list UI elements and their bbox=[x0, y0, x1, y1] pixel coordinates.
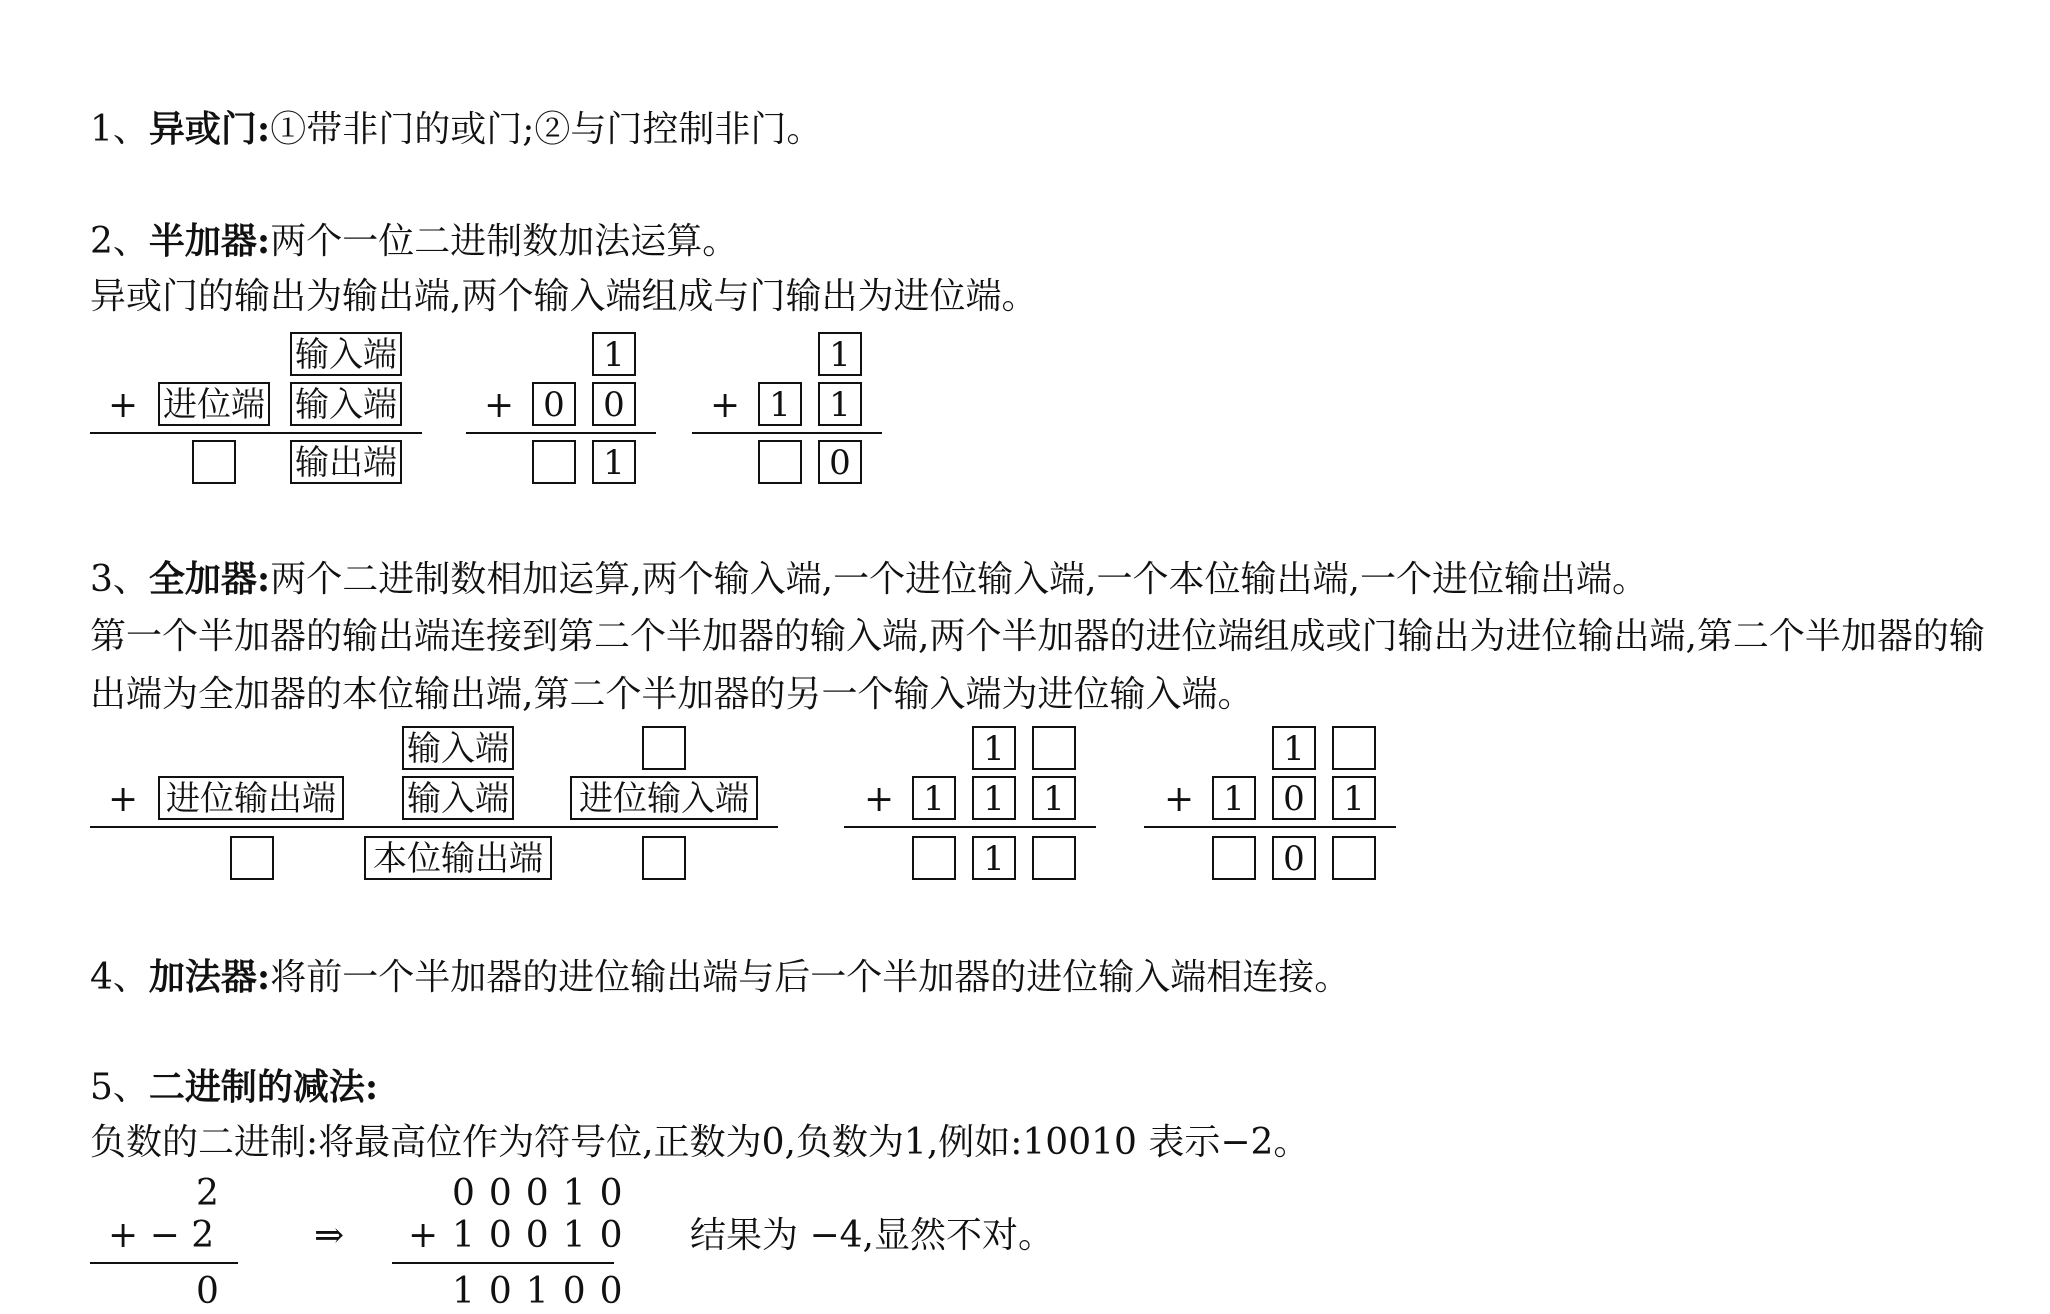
input-box: 输入端 bbox=[402, 726, 514, 770]
digit-box: 0 bbox=[532, 382, 576, 426]
section-number: 2、 bbox=[90, 221, 149, 262]
input-box: 输入端 bbox=[402, 776, 514, 820]
plus-sign: + bbox=[108, 385, 139, 426]
digit-box: 0 bbox=[592, 382, 636, 426]
digit-box: 0 bbox=[1272, 836, 1316, 880]
sum-line bbox=[844, 826, 1096, 828]
empty-box bbox=[758, 440, 802, 484]
digit-box: 1 bbox=[1212, 776, 1256, 820]
sum-line bbox=[90, 432, 422, 434]
sum-line bbox=[392, 1262, 614, 1264]
empty-box bbox=[912, 836, 956, 880]
binary-operand-bottom: 10010 bbox=[452, 1215, 637, 1256]
operand-bottom: + − 2 bbox=[108, 1215, 215, 1256]
digit-box: 0 bbox=[1272, 776, 1316, 820]
output-box: 输出端 bbox=[290, 440, 402, 484]
digit-box: 1 bbox=[1032, 776, 1076, 820]
binary-operand-top: 00010 bbox=[452, 1173, 637, 1214]
section-3-explanation: 第一个半加器的输出端连接到第二个半加器的输入端,两个半加器的进位端组成或门输出为进位输出端,第二个半加器的输出端为全加器的本位输出端,第二个半加器的另一个输入端为进位输入端。 bbox=[90, 616, 1985, 715]
empty-box bbox=[1212, 836, 1256, 880]
sum-line bbox=[692, 432, 882, 434]
result-note: 结果为 −4,显然不对。 bbox=[690, 1215, 1054, 1256]
carry-out-box: 进位输出端 bbox=[158, 776, 344, 820]
plus-sign: + bbox=[108, 779, 139, 820]
section-2-explanation: 异或门的输出为输出端,两个输入端组成与门输出为进位端。 bbox=[90, 276, 1038, 317]
plus-sign: + bbox=[1164, 779, 1195, 820]
section-body: 将前一个半加器的进位输出端与后一个半加器的进位输入端相连接。 bbox=[270, 957, 1351, 998]
sum-line bbox=[90, 826, 778, 828]
section-body: 两个一位二进制数加法运算。 bbox=[270, 221, 739, 262]
section-5-explanation: 负数的二进制:将最高位作为符号位,正数为0,负数为1,例如:10010 表示−2。 bbox=[90, 1122, 1310, 1163]
binary-result: 10100 bbox=[452, 1271, 637, 1312]
empty-box bbox=[1332, 836, 1376, 880]
section-number: 4、 bbox=[90, 957, 149, 998]
carry-in-box: 进位输入端 bbox=[570, 776, 758, 820]
digit-box: 1 bbox=[1332, 776, 1376, 820]
section-body: 两个二进制数相加运算,两个输入端,一个进位输入端,一个本位输出端,一个进位输出端。 bbox=[270, 559, 1648, 600]
empty-box bbox=[192, 440, 236, 484]
section-3 bbox=[90, 550, 2010, 609]
section-number: 1、 bbox=[90, 109, 149, 150]
section-body: ①带非门的或门;②与门控制非门。 bbox=[270, 109, 823, 150]
digit-box: 1 bbox=[972, 776, 1016, 820]
carry-box: 进位端 bbox=[158, 382, 270, 426]
local-output-box: 本位输出端 bbox=[364, 836, 552, 880]
section-4 bbox=[90, 948, 2010, 1007]
empty-box bbox=[642, 836, 686, 880]
operand-top: 2 bbox=[196, 1173, 219, 1214]
plus-sign: + bbox=[484, 385, 515, 426]
digit-box: 1 bbox=[818, 332, 862, 376]
section-5 bbox=[90, 1058, 2010, 1117]
sum-line bbox=[1144, 826, 1396, 828]
section-2 bbox=[90, 212, 2010, 271]
section-number: 5、 bbox=[90, 1067, 149, 1108]
empty-box bbox=[230, 836, 274, 880]
digit-box: 1 bbox=[972, 726, 1016, 770]
digit-box: 1 bbox=[592, 332, 636, 376]
section-term: 全加器: bbox=[148, 558, 271, 600]
digit-box: 0 bbox=[818, 440, 862, 484]
section-term: 半加器: bbox=[148, 220, 271, 262]
section-term: 二进制的减法: bbox=[148, 1066, 379, 1108]
digit-box: 1 bbox=[758, 382, 802, 426]
plus-sign: + bbox=[408, 1215, 439, 1256]
empty-box bbox=[1032, 726, 1076, 770]
digit-box: 1 bbox=[1272, 726, 1316, 770]
empty-box bbox=[1032, 836, 1076, 880]
implies-arrow: ⇒ bbox=[314, 1215, 345, 1256]
input-box: 输入端 bbox=[290, 332, 402, 376]
section-term: 加法器: bbox=[148, 956, 271, 998]
digit-box: 1 bbox=[592, 440, 636, 484]
section-term: 异或门: bbox=[148, 108, 271, 150]
result: 0 bbox=[196, 1271, 219, 1312]
plus-sign: + bbox=[864, 779, 895, 820]
sum-line bbox=[90, 1262, 238, 1264]
digit-box: 1 bbox=[912, 776, 956, 820]
empty-box bbox=[642, 726, 686, 770]
section-number: 3、 bbox=[90, 559, 149, 600]
sum-line bbox=[466, 432, 656, 434]
digit-box: 1 bbox=[972, 836, 1016, 880]
section-1 bbox=[90, 100, 2010, 159]
plus-sign: + bbox=[710, 385, 741, 426]
empty-box bbox=[532, 440, 576, 484]
digit-box: 1 bbox=[818, 382, 862, 426]
empty-box bbox=[1332, 726, 1376, 770]
input-box: 输入端 bbox=[290, 382, 402, 426]
